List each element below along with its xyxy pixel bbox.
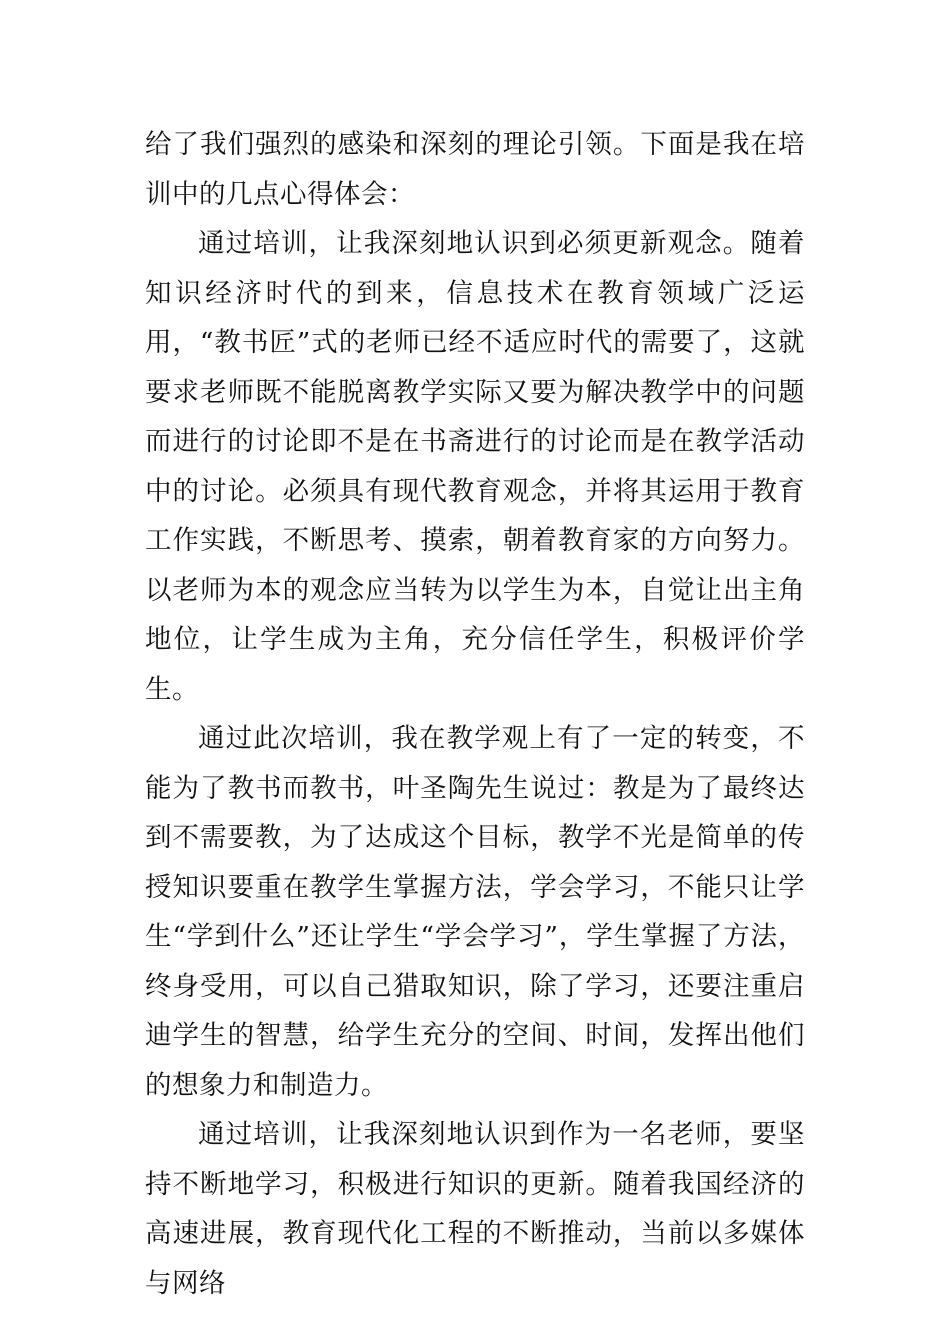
paragraph-teaching-view: 通过此次培训，我在教学观上有了一定的转变，不能为了教书而教书，叶圣陶先生说过：教是为了最终达到不需要教，为了达成这个目标，教学不光是简单的传授知识要重在教学生掌握方法，学会学习，不能只让学生“学到什么”还让学生“学会学习”，学生掌握了方法，终身受用，可以自己猎取知识，除了学习，还要注重启迪学生的智慧，给学生充分的空间、时间，发挥出他们的想象力和制造力。 (145, 723, 805, 1101)
document-body (145, 120, 805, 1308)
paragraph-continuous-learning: 通过培训，让我深刻地认识到作为一名老师，要坚持不断地学习，积极进行知识的更新。随着我国经济的高速进展，教育现代化工程的不断推动，当前以多媒体与网络 (145, 1119, 805, 1299)
paragraph-continued: 给了我们强烈的感染和深刻的理论引领。下面是我在培训中的几点心得体会： (145, 129, 805, 210)
paragraph-update-concepts: 通过培训，让我深刻地认识到必须更新观念。随着知识经济时代的到来，信息技术在教育领域广泛运用，“教书匠”式的老师已经不适应时代的需要了，这就要求老师既不能脱离教学实际又要为解决教学中的问题而进行的讨论即不是在书斋进行的讨论而是在教学活动中的讨论。必须具有现代教育观念，并将其运用于教育工作实践，不断思考、摸索，朝着教育家的方向努力。以老师为本的观念应当转为以学生为本，自觉让出主角地位，让学生成为主角，充分信任学生，积极评价学生。 (145, 228, 805, 705)
